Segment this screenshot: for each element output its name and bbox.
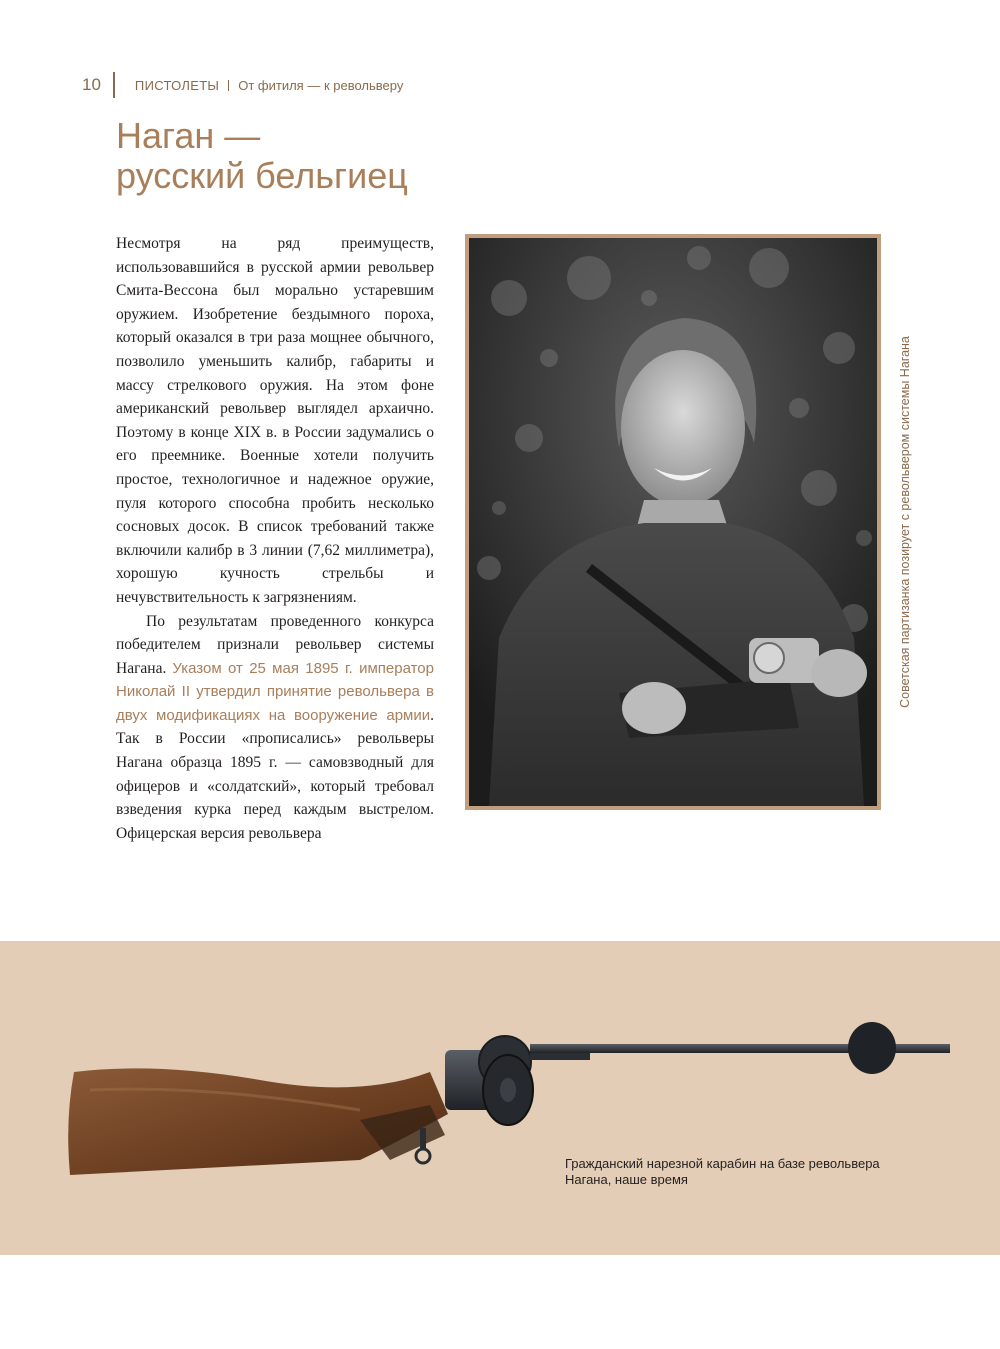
carbine-caption-line-2: Нагана, наше время xyxy=(565,1172,688,1187)
chapter-title: От фитиля — к револьверу xyxy=(238,77,404,93)
section-title: ПИСТОЛЕТЫ xyxy=(134,77,220,93)
running-head xyxy=(82,72,403,98)
paragraph-2-start: По результатам проведенного конкурса победителем признали револьвер системы Нагана. xyxy=(116,612,434,677)
page-title xyxy=(116,116,408,196)
partisan-photo-image xyxy=(469,238,877,806)
paragraph-1: Несмотря на ряд преимуществ, использовавшийся в русской армии револьвер Смита-Вессона был морально устаревшим оружием. Изобретение бездымного пороха, который оказался в три раза мощнее обычного, позволило уменьшить калибр, габариты и массу стрелкового оружия. На этом фоне американский револьвер выглядел архаично. Поэтому в конце XIX в. в России задумались о его преемнике. Военные хотели получить простое, технологичное и надежное оружие, пуля которого способна пробить несколько сосновых досок. В список требований также включили калибр в 3 линии (7,62 миллиметра), хорошую кучность стрельбы и нечувствительность к загрязнениям. xyxy=(116,235,434,606)
photo-caption: Советская партизанка позирует с револьвером системы Нагана xyxy=(898,336,912,708)
paragraph-2 xyxy=(116,610,434,846)
page-title-line-2: русский бельгиец xyxy=(116,155,408,196)
header-divider xyxy=(113,72,115,98)
page-title-line-1: Наган — xyxy=(116,115,261,156)
partisan-photo xyxy=(465,234,881,810)
article-body xyxy=(116,232,434,845)
decree-highlight: Указом от 25 мая 1895 г. император Николай II утвердил принятие револьвера в двух модификациях на вооружение армии xyxy=(116,659,434,724)
header-separator xyxy=(228,80,229,91)
carbine-caption xyxy=(565,1156,905,1188)
carbine-caption-line-1: Гражданский нарезной карабин на базе револьвера xyxy=(565,1156,880,1171)
paragraph-2-end: . Так в России «прописались» револьверы Нагана образца 1895 г. — самовзводный для офицеров и «солдатский», который требовал взведения курка перед каждым выстрелом. Офицерская версия револьвера xyxy=(116,706,434,842)
page-number: 10 xyxy=(82,75,101,94)
